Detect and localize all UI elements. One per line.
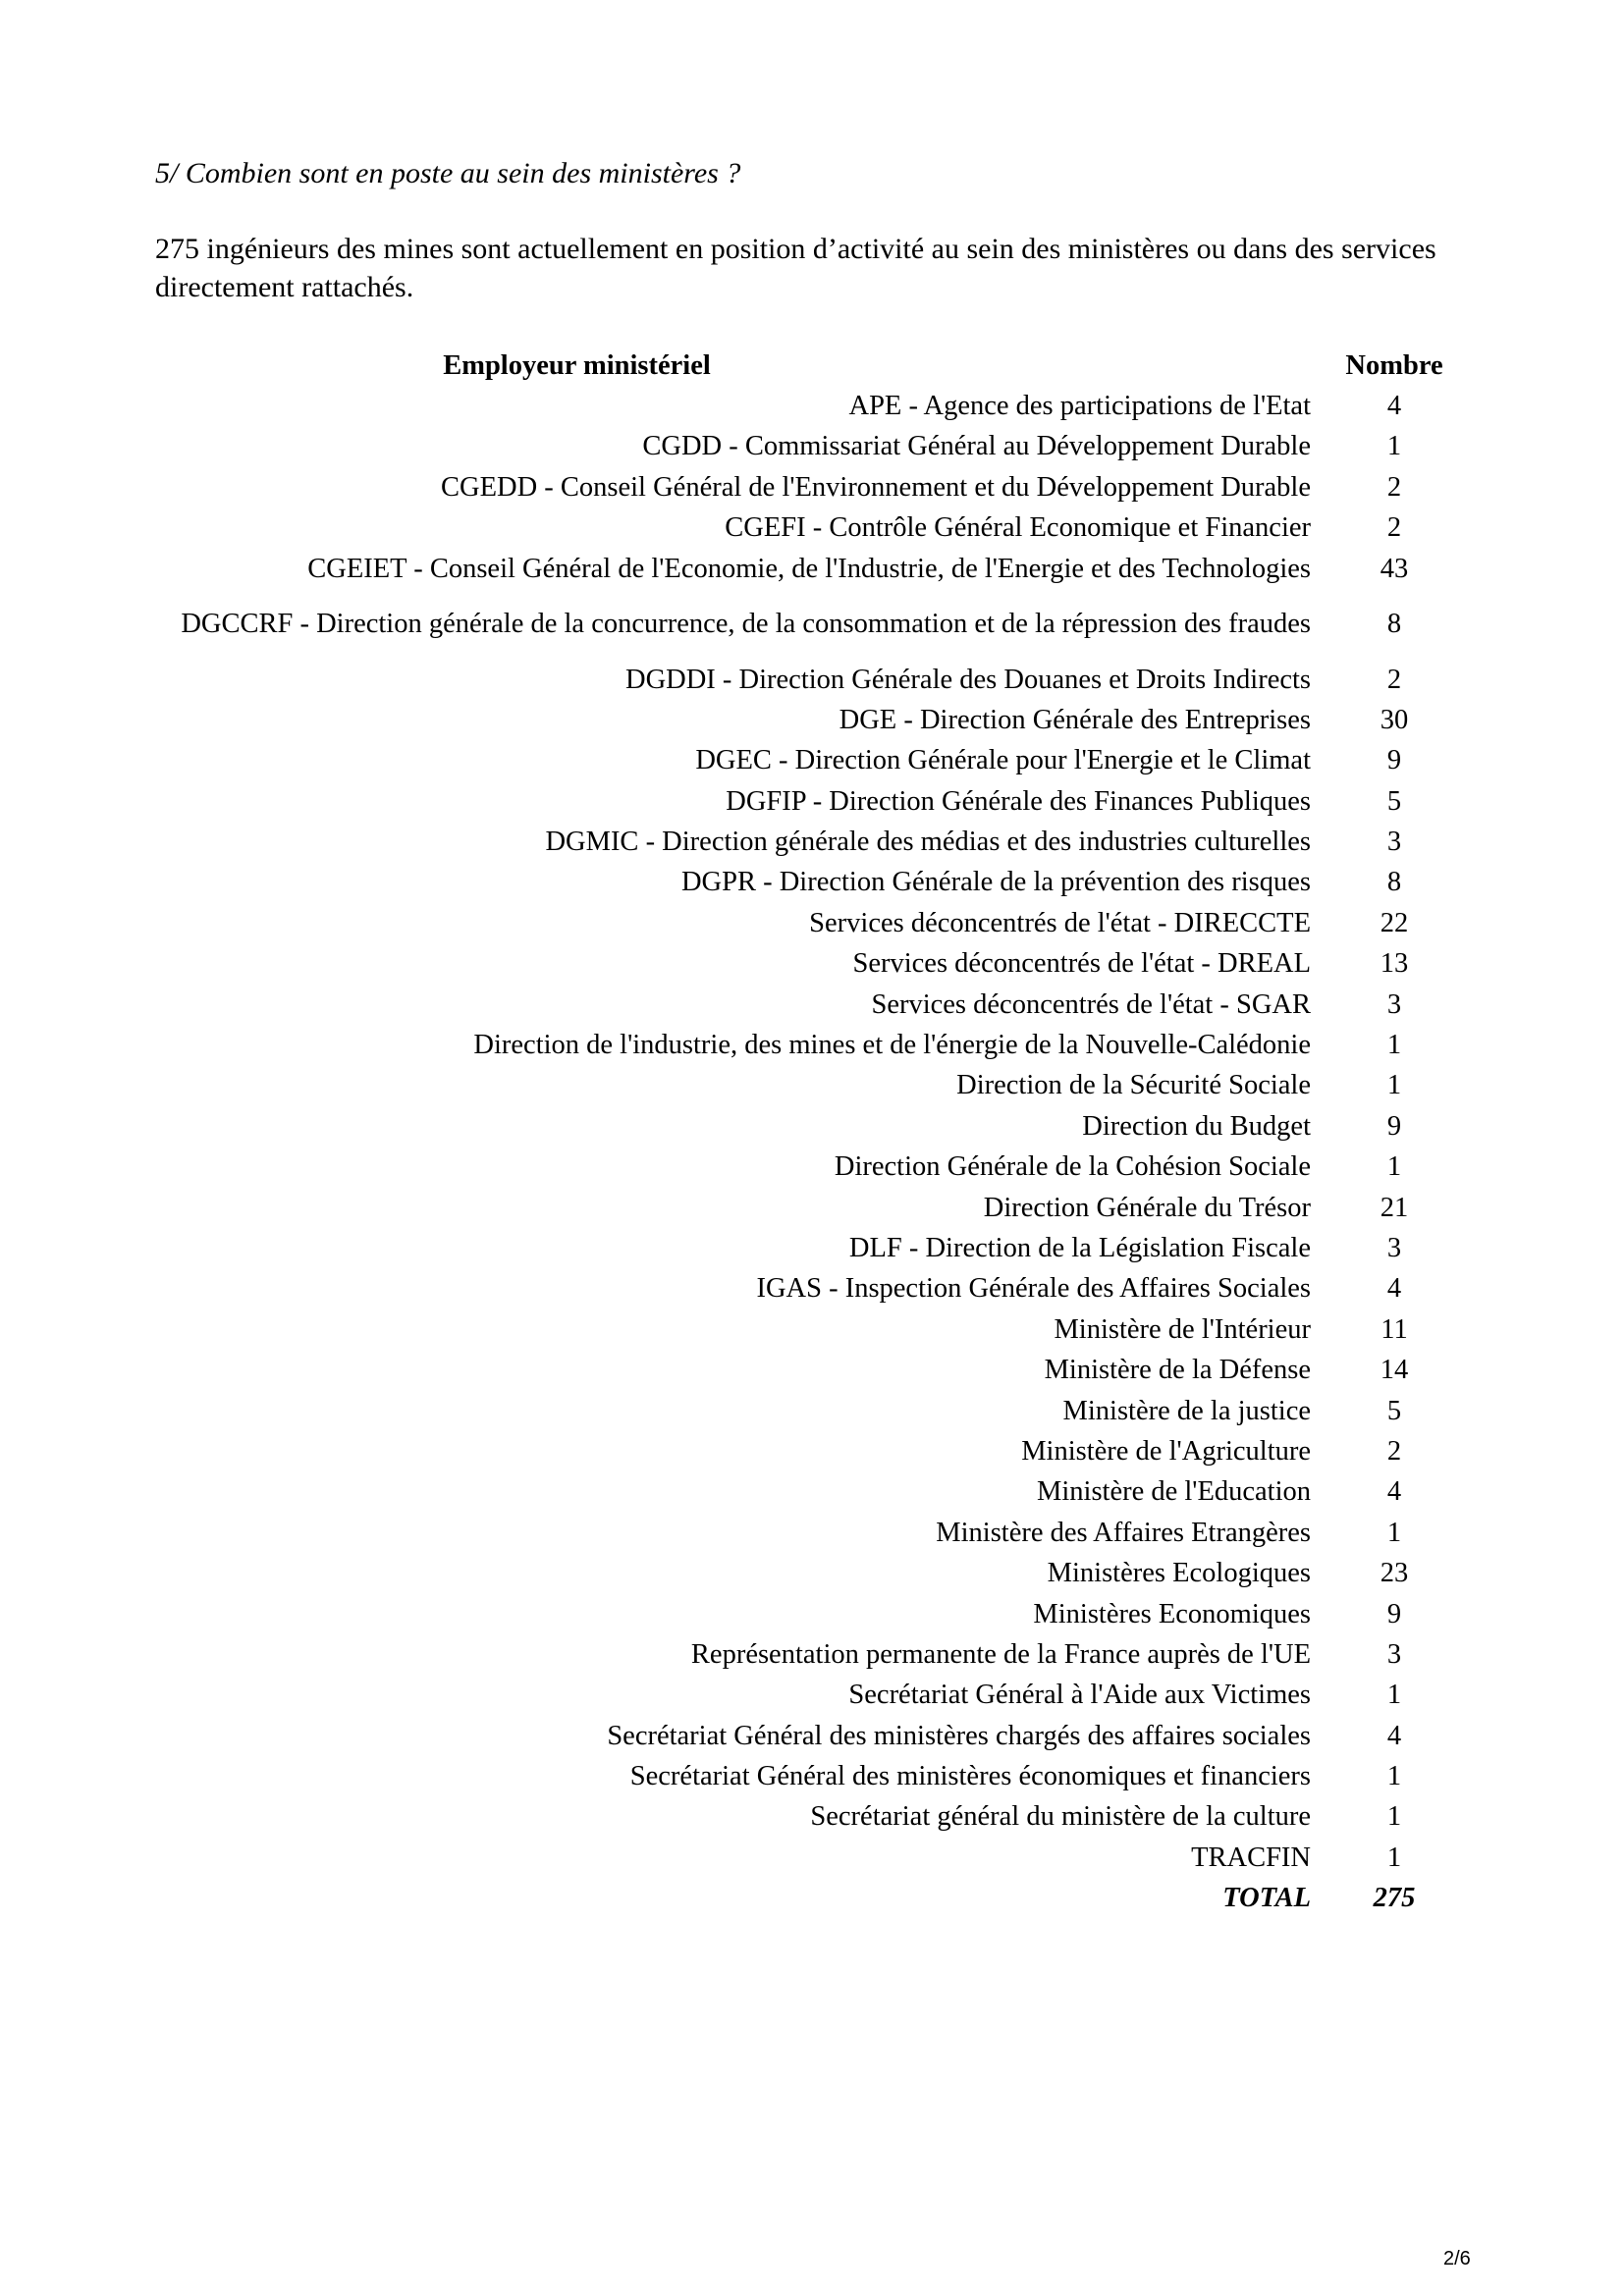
employer-cell: DGPR - Direction Générale de la prévention des risques [680,867,1311,898]
table-row [177,1797,1478,1838]
table-header [177,346,1478,386]
employer-cell: DLF - Direction de la Législation Fiscale [848,1233,1311,1263]
employer-cell: Direction de l'industrie, des mines et de l'énergie de la Nouvelle-Calédonie [473,1030,1311,1061]
header-employer: Employeur ministériel [443,349,711,381]
count-cell: 5 [1386,1395,1402,1426]
count-cell: 2 [1386,1435,1402,1467]
count-cell: 4 [1386,391,1402,422]
employer-cell: Secrétariat Général à l'Aide aux Victimes [848,1680,1311,1711]
table-row [177,589,1478,660]
count-cell: 4 [1386,1273,1402,1305]
employer-cell: Ministère des Affaires Etrangères [936,1517,1311,1548]
count-cell: 14 [1380,1355,1409,1386]
count-cell: 8 [1386,867,1402,898]
count-cell: 4 [1386,1476,1402,1508]
table-row [177,1838,1478,1878]
employer-cell: DGEC - Direction Générale pour l'Energie et le Climat [695,745,1311,776]
employer-cell: CGEIET - Conseil Général de l'Economie, de l'Industrie, de l'Energie et des Technologies [307,553,1311,584]
employer-cell: CGEFI - Contrôle Général Economique et Financier [725,512,1311,544]
employer-cell: Ministère de la justice [1062,1395,1311,1426]
count-cell: 1 [1386,1761,1402,1792]
employer-cell: IGAS - Inspection Générale des Affaires Sociales [756,1273,1311,1305]
table-row [177,1513,1478,1553]
employer-cell: Services déconcentrés de l'état - SGAR [871,988,1311,1020]
table-row [177,1309,1478,1350]
employer-cell: Direction de la Sécurité Sociale [956,1070,1311,1101]
employer-cell: Ministère de l'Agriculture [1021,1435,1311,1467]
employer-cell: DGMIC - Direction générale des médias et des industries culturelles [545,827,1311,858]
count-cell: 11 [1380,1313,1408,1345]
table-row [177,427,1478,467]
table-row [177,1716,1478,1756]
employer-cell: Secrétariat Général des ministères économiques et financiers [629,1761,1311,1792]
table-row [177,1594,1478,1634]
count-cell: 9 [1386,745,1402,776]
table-row [177,741,1478,781]
employer-cell: Services déconcentrés de l'état - DREAL [852,948,1311,980]
count-cell: 43 [1380,553,1409,584]
employer-cell: APE - Agence des participations de l'Etat [848,391,1311,422]
employer-cell: Représentation permanente de la France auprès de l'UE [690,1638,1311,1670]
employer-cell: Ministère de l'Intérieur [1054,1313,1311,1345]
count-cell: 30 [1380,704,1409,735]
count-cell: 1 [1386,1842,1402,1873]
count-cell: 21 [1380,1192,1409,1223]
table-row [177,386,1478,426]
table-row [177,660,1478,700]
table-row [177,508,1478,549]
count-cell: 9 [1386,1598,1402,1629]
intro-paragraph: 275 ingénieurs des mines sont actuellement en position d’activité au sein des ministères ou dans des services directement rattachés. [155,233,1436,303]
count-cell: 1 [1386,1030,1402,1061]
table-row [177,1066,1478,1106]
count-cell: 2 [1386,471,1402,503]
table-row [177,944,1478,985]
employer-cell: Ministères Ecologiques [1047,1558,1311,1589]
header-count: Nombre [1345,349,1443,381]
table-row [177,863,1478,903]
table-row [177,1431,1478,1471]
table-row [177,1472,1478,1513]
count-cell: 3 [1386,988,1402,1020]
employer-cell: Ministères Economiques [1033,1598,1311,1629]
employer-cell: Direction Générale du Trésor [983,1192,1311,1223]
table-row [177,1553,1478,1593]
employer-cell: CGDD - Commissariat Général au Développement Durable [642,431,1311,462]
table-row [177,1676,1478,1716]
employer-cell: Secrétariat général du ministère de la culture [810,1801,1311,1833]
employer-cell: DGFIP - Direction Générale des Finances Publiques [726,785,1311,817]
count-cell: 22 [1380,907,1409,938]
count-cell: 1 [1386,1517,1402,1548]
employer-cell: DGE - Direction Générale des Entreprises [839,704,1311,735]
employer-cell: Direction du Budget [1082,1110,1311,1142]
employer-cell: Ministère de l'Education [1037,1476,1311,1508]
count-cell: 1 [1386,1801,1402,1833]
count-cell: 3 [1386,1638,1402,1670]
count-cell: 3 [1386,1233,1402,1263]
employer-cell: TRACFIN [1191,1842,1311,1873]
page-number: 2/6 [1443,2248,1471,2269]
count-cell: 4 [1386,1720,1402,1751]
table-row [177,1025,1478,1065]
count-cell: 23 [1380,1558,1409,1589]
table-row [177,1634,1478,1675]
employer-cell: DGDDI - Direction Générale des Douanes et Droits Indirects [624,664,1311,695]
table-row [177,822,1478,862]
count-cell: 1 [1386,1151,1402,1183]
employer-cell: Secrétariat Général des ministères chargés des affaires sociales [607,1720,1311,1751]
count-cell: 9 [1386,1110,1402,1142]
table-row [177,1350,1478,1390]
table-row [177,1228,1478,1268]
count-cell: 1 [1386,1070,1402,1101]
table-row [177,1269,1478,1309]
employer-table [177,346,1478,1919]
count-cell: 13 [1380,948,1409,980]
table-row [177,985,1478,1025]
count-cell: 2 [1386,512,1402,544]
count-cell: 5 [1386,785,1402,817]
table-row [177,1148,1478,1188]
table-row [177,1188,1478,1228]
table-row [177,781,1478,822]
table-row [177,1106,1478,1147]
employer-cell: Ministère de la Défense [1044,1355,1311,1386]
table-row [177,467,1478,507]
count-cell: 2 [1386,664,1402,695]
total-count: 275 [1373,1883,1416,1914]
total-label: TOTAL [1222,1883,1311,1914]
table-row [177,549,1478,589]
section-question: 5/ Combien sont en poste au sein des ministères ? [155,157,741,189]
count-cell: 3 [1386,827,1402,858]
employer-cell: CGEDD - Conseil Général de l'Environnement et du Développement Durable [440,471,1311,503]
table-row [177,700,1478,740]
table-row [177,903,1478,943]
table-row [177,1391,1478,1431]
count-cell: 1 [1386,1680,1402,1711]
employer-cell: DGCCRF - Direction générale de la concurrence, de la consommation et de la répression des fraudes [181,609,1311,640]
table-total-row [177,1879,1478,1919]
count-cell: 8 [1386,609,1402,640]
count-cell: 1 [1386,431,1402,462]
employer-cell: Services déconcentrés de l'état - DIRECCTE [809,907,1311,938]
table-row [177,1756,1478,1796]
employer-cell: Direction Générale de la Cohésion Sociale [834,1151,1311,1183]
